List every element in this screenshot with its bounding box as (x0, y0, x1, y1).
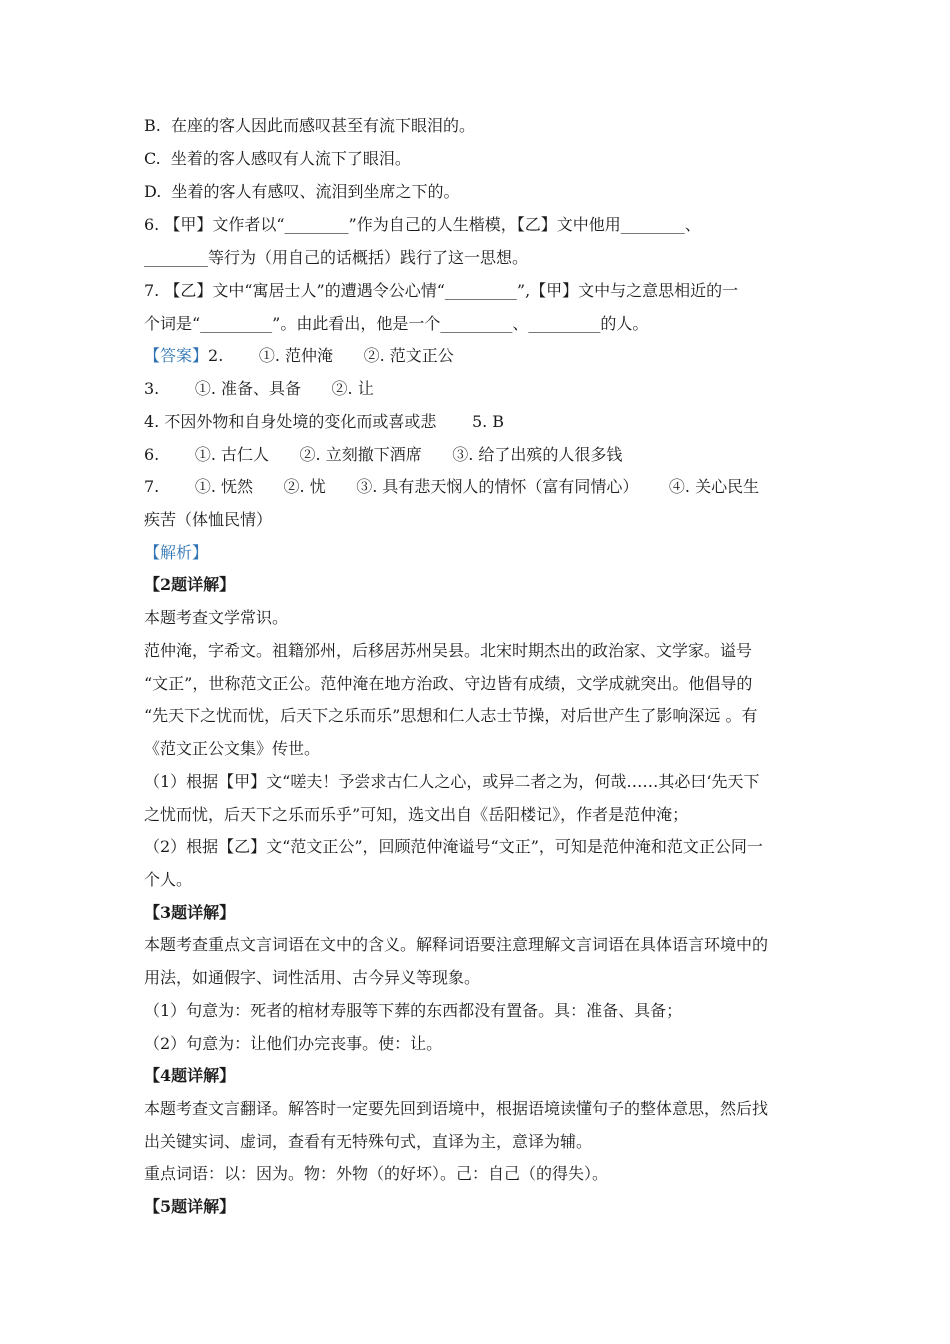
option-d: D. 坐着的客人有感叹、流泪到坐席之下的。 (144, 182, 460, 201)
q3-detail-heading: 【3题详解】 (144, 903, 236, 922)
q3-detail-point-2: （2）句意为：让他们办完丧事。使：让。 (144, 1034, 443, 1053)
answer-line-7-cont: 疾苦（体恤民情） (144, 510, 273, 529)
question-6-line-2: ________等行为（用自己的话概括）践行了这一思想。 (144, 248, 529, 267)
answer-line-4-5: 4. 不因外物和自身处境的变化而或喜或悲 5. B (144, 412, 505, 431)
option-b: B. 在座的客人因此而感叹甚至有流下眼泪的。 (144, 116, 476, 135)
q3-detail-intro-2: 用法，如通假字、词性活用、古今异义等现象。 (144, 968, 481, 987)
answer-tag: 【答案】 (144, 346, 209, 365)
q3-detail-intro-1: 本题考查重点文言词语在文中的含义。解释词语要注意理解文言词语在具体语言环境中的 (144, 935, 769, 954)
q5-detail-heading: 【5题详解】 (144, 1197, 236, 1216)
answer-line-3: 3. ①. 准备、具备 ②. 让 (144, 379, 374, 398)
question-7-line-2: 个词是“_________”。由此看出，他是一个_________、_________的人。 (144, 314, 649, 333)
question-6-line-1: 6. 【甲】文作者以“________”作为自己的人生楷模，【乙】文中他用________、 (144, 215, 701, 234)
q2-detail-para-4: 《范文正公文集》传世。 (144, 739, 321, 758)
answer-line-2 (144, 346, 814, 366)
q3-detail-point-1: （1）句意为：死者的棺材寿服等下葬的东西都没有置备。具：准备、具备； (144, 1001, 683, 1020)
option-c: C. 坐着的客人感叹有人流下了眼泪。 (144, 149, 411, 168)
q4-detail-keywords: 重点词语：以：因为。物：外物（的好坏）。己：自己（的得失）。 (144, 1164, 609, 1183)
q2-detail-para-3: “先天下之忧而忧，后天下之乐而乐”思想和仁人志士节操，对后世产生了影响深远 。有 (144, 706, 758, 725)
q2-detail-para-2: “文正”，世称范文正公。范仲淹在地方治政、守边皆有成绩，文学成就突出。他倡导的 (144, 674, 753, 693)
answer-line-7: 7. ①. 怃然 ②. 忧 ③. 具有悲天悯人的情怀（富有同情心） ④. 关心民生 (144, 477, 760, 496)
q4-detail-intro-2: 出关键实词、虚词，查看有无特殊句式，直译为主，意译为辅。 (144, 1132, 593, 1151)
analysis-tag: 【解析】 (144, 543, 209, 562)
answer-2-text: 2. ①. 范仲淹 ②. 范文正公 (208, 346, 454, 365)
q2-detail-heading: 【2题详解】 (144, 575, 236, 594)
q2-detail-para-1: 范仲淹，字希文。祖籍邠州，后移居苏州吴县。北宋时期杰出的政治家、文学家。谥号 (144, 641, 753, 660)
q2-detail-intro: 本题考查文学常识。 (144, 608, 289, 627)
question-7-line-1: 7. 【乙】文中“寓居士人”的遭遇令公心情“_________”,【甲】文中与之意思相近的一 (144, 281, 739, 300)
answer-line-6: 6. ①. 古仁人 ②. 立刻撤下酒席 ③. 给了出殡的人很多钱 (144, 445, 623, 464)
q4-detail-heading: 【4题详解】 (144, 1066, 236, 1085)
q2-detail-point-1a: （1）根据【甲】文“嗟夫！予尝求古仁人之心，或异二者之为，何哉……其必曰‘先天下 (144, 772, 760, 791)
q4-detail-intro-1: 本题考查文言翻译。解答时一定要先回到语境中，根据语境读懂句子的整体意思，然后找 (144, 1099, 769, 1118)
q2-detail-point-2a: （2）根据【乙】文“范文正公”，回顾范仲淹谥号“文正”，可知是范仲淹和范文正公同一 (144, 837, 763, 856)
q2-detail-point-1b: 之忧而忧，后天下之乐而乐乎”可知，选文出自《岳阳楼记》，作者是范仲淹； (144, 805, 689, 824)
q2-detail-point-2b: 个人。 (144, 870, 193, 889)
